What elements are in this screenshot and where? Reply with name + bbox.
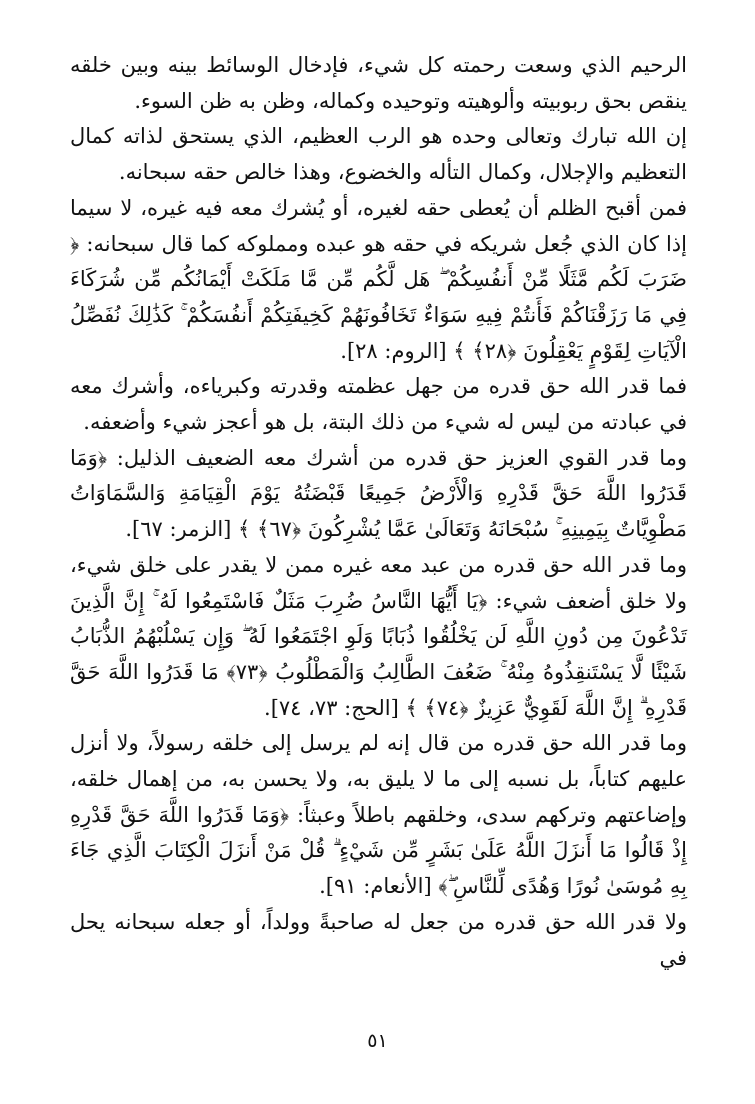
paragraph-8: ولا قدر الله حق قدره من جعل له صاحبةً وولداً، أو جعله سبحانه يحل في [70,909,687,970]
paragraph-4: فما قدر الله حق قدره من جهل عظمته وقدرته وكبرياءه، وأشرك معه في عبادته من ليس له شيء من ذلك البتة، بل هو أعجز شيء وأضعفه. [70,374,687,435]
paragraph-3: فمن أقبح الظلم أن يُعطى حقه لغيره، أو يُشرك معه فيه غيره، لا سيما إذا كان الذي جُعل شريكه في حقه هو عبده ومملوكه كما قال سبحانه: ﴿ ضَرَبَ لَكُم مَّثَلًا مِّنْ أَنفُسِكُمْ ۖ هَل لَّكُم مِّن مَّا مَلَكَتْ أَيْمَانُكُم مِّن شُرَكَاءَ فِي مَا رَزَقْنَاكُمْ فَأَنتُمْ فِيهِ سَوَاءٌ تَخَافُونَهُمْ كَخِيفَتِكُمْ أَنفُسَكُمْ ۚ كَذَٰلِكَ نُفَصِّلُ الْآيَاتِ لِقَوْمٍ يَعْقِلُونَ ﴿٢٨﴾ ﴾ [الروم: ٢٨]. [70,195,687,363]
paragraph-2: إن الله تبارك وتعالى وحده هو الرب العظيم، الذي يستحق لذاته كمال التعظيم والإجلال، وكمال التأله والخضوع، وهذا خالص حقه سبحانه. [70,124,687,185]
paragraph-1: الرحيم الذي وسعت رحمته كل شيء، فإدخال الوسائط بينه وبين خلقه ينقص بحق ربوبيته وألوهيته وتوحيده وكماله، وظن به ظن السوء. [70,53,687,113]
paragraph-5: وما قدر القوي العزيز حق قدره من أشرك معه الضعيف الذليل: ﴿وَمَا قَدَرُوا اللَّهَ حَقَّ قَدْرِهِ وَالْأَرْضُ جَمِيعًا قَبْضَتُهُ يَوْمَ الْقِيَامَةِ وَالسَّمَاوَاتُ مَطْوِيَّاتٌ بِيَمِينِهِ ۚ سُبْحَانَهُ وَتَعَالَىٰ عَمَّا يُشْرِكُونَ ﴿٦٧﴾ ﴾ [الزمر: ٦٧]. [70,445,687,542]
body-text [70,48,687,976]
paragraph-7: وما قدر الله حق قدره من قال إنه لم يرسل إلى خلقه رسولاً، ولا أنزل عليهم كتاباً، بل نسبه إلى ما لا يليق به، ولا يحسن به، من إهمال خلقه، وإضاعتهم وتركهم سدى، وخلقهم باطلاً وعبثاً: ﴿وَمَا قَدَرُوا اللَّهَ حَقَّ قَدْرِهِ إِذْ قَالُوا مَا أَنزَلَ اللَّهُ عَلَىٰ بَشَرٍ مِّن شَيْءٍ ۗ قُلْ مَنْ أَنزَلَ الْكِتَابَ الَّذِي جَاءَ بِهِ مُوسَىٰ نُورًا وَهُدًى لِّلنَّاسِ ۖ﴾ [الأنعام: ٩١]. [70,731,687,899]
page-number: ٥١ [367,1030,388,1052]
paragraph-6: وما قدر الله حق قدره من عبد معه غيره ممن لا يقدر على خلق شيء، ولا خلق أضعف شيء: ﴿يَا أَيُّهَا النَّاسُ ضُرِبَ مَثَلٌ فَاسْتَمِعُوا لَهُ ۚ إِنَّ الَّذِينَ تَدْعُونَ مِن دُونِ اللَّهِ لَن يَخْلُقُوا ذُبَابًا وَلَوِ اجْتَمَعُوا لَهُ ۖ وَإِن يَسْلُبْهُمُ الذُّبَابُ شَيْئًا لَّا يَسْتَنقِذُوهُ مِنْهُ ۚ ضَعُفَ الطَّالِبُ وَالْمَطْلُوبُ ﴿٧٣﴾ مَا قَدَرُوا اللَّهَ حَقَّ قَدْرِهِ ۗ إِنَّ اللَّهَ لَقَوِيٌّ عَزِيزٌ ﴿٧٤﴾ ﴾ [الحج: ٧٣، ٧٤]. [70,552,687,720]
